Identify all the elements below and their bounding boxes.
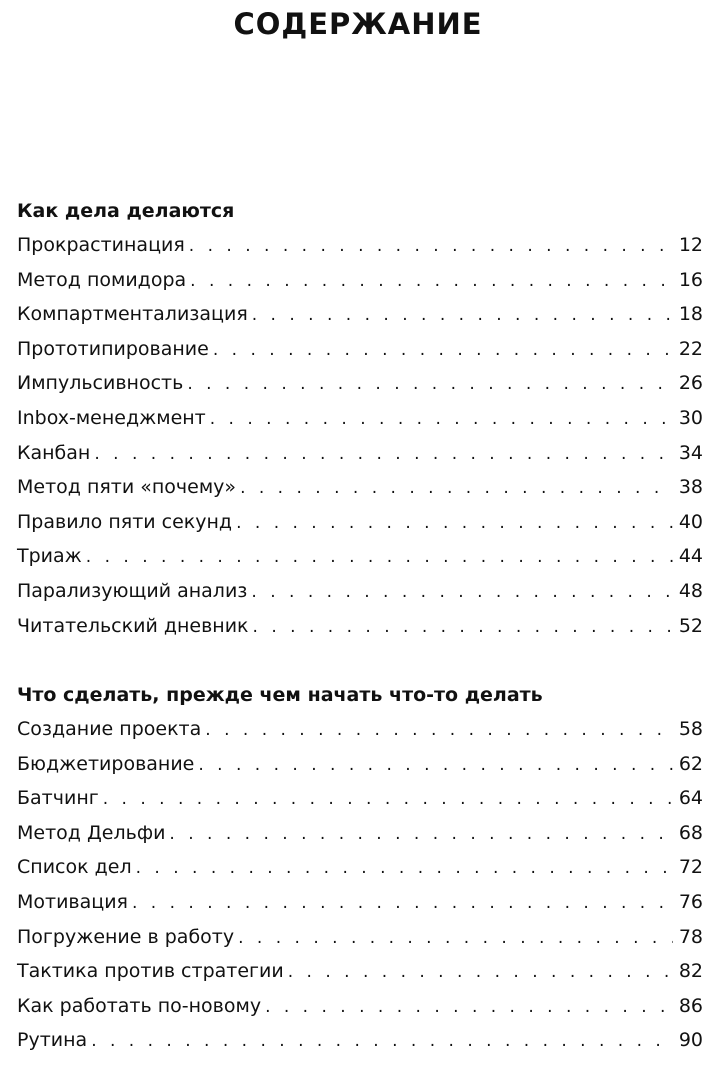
toc-entry-page-number: 30 (678, 406, 703, 429)
toc-entry-label: Погружение в работу (17, 925, 235, 948)
toc-entry-label: Рутина (17, 1029, 88, 1052)
dot-leader (205, 713, 673, 748)
dot-leader (169, 817, 673, 852)
dot-leader (238, 921, 673, 956)
dot-leader (251, 575, 673, 610)
dot-leader (136, 851, 673, 886)
toc-entry[interactable] (17, 470, 703, 505)
dot-leader (132, 886, 673, 921)
toc-entry[interactable] (17, 401, 703, 436)
dot-leader (86, 540, 673, 575)
toc-entry-label: Мотивация (17, 890, 128, 913)
toc-entry-label: Как работать по-новому (17, 994, 262, 1017)
toc-entry-page-number: 82 (678, 960, 703, 983)
toc-entry-page-number: 58 (678, 718, 703, 740)
toc-entry-page-number: 52 (678, 614, 703, 637)
toc-entry-page-number: 38 (678, 476, 703, 499)
dot-leader (94, 437, 673, 472)
toc-entry-label: Метод помидора (17, 268, 187, 291)
toc-entry-page-number: 62 (678, 752, 703, 775)
toc-entry-page-number: 22 (678, 337, 703, 360)
toc-entry-label: Список дел (17, 856, 132, 879)
toc-list (17, 228, 703, 643)
section-heading: Что сделать, прежде чем начать что-то делать (17, 684, 543, 706)
toc-section (17, 194, 703, 643)
toc-entry-page-number: 26 (678, 372, 703, 395)
toc-entry[interactable] (17, 436, 703, 471)
toc-entry-page-number: 76 (678, 890, 703, 913)
dot-leader (252, 298, 673, 333)
dot-leader (265, 990, 673, 1025)
toc-entry-label: Компартментализация (17, 303, 248, 326)
toc-entry-page-number: 78 (678, 925, 703, 948)
dot-leader (190, 264, 673, 299)
toc-list (17, 712, 703, 1058)
toc-entry[interactable] (17, 263, 703, 298)
toc-entry-page-number: 34 (678, 441, 703, 464)
toc-section (17, 678, 703, 1058)
toc-entry-label: Метод Дельфи (17, 821, 166, 844)
dot-leader (91, 1024, 673, 1059)
toc-entry[interactable] (17, 920, 703, 955)
toc-entry-label: Inbox-менеджмент (17, 406, 206, 429)
toc-entry[interactable] (17, 574, 703, 609)
toc-entry-page-number: 90 (678, 1029, 703, 1052)
toc-entry[interactable] (17, 609, 703, 644)
toc-entry-label: Бюджетирование (17, 752, 195, 775)
dot-leader (253, 610, 673, 645)
dot-leader (236, 506, 673, 541)
toc-entry-page-number: 68 (678, 821, 703, 844)
toc-entry-page-number: 18 (678, 303, 703, 326)
toc-entry-label: Триаж (17, 545, 82, 568)
dot-leader (288, 955, 673, 990)
section-heading: Как дела делаются (17, 200, 235, 222)
toc-entry-label: Парализующий анализ (17, 579, 248, 602)
toc-entry[interactable] (17, 954, 703, 989)
dot-leader (187, 367, 673, 402)
toc-entry-page-number: 40 (678, 510, 703, 533)
dot-leader (213, 333, 673, 368)
dot-leader (240, 471, 673, 506)
toc-entry[interactable] (17, 1023, 703, 1058)
toc-entry-label: Прототипирование (17, 337, 209, 360)
toc-entry-page-number: 48 (678, 579, 703, 602)
toc-entry-label: Импульсивность (17, 372, 184, 395)
toc-entry[interactable] (17, 539, 703, 574)
toc-entry[interactable] (17, 366, 703, 401)
toc-entry[interactable] (17, 989, 703, 1024)
page-title: СОДЕРЖАНИЕ (233, 7, 483, 41)
toc-entry[interactable] (17, 747, 703, 782)
toc-entry[interactable] (17, 816, 703, 851)
toc-entry[interactable] (17, 228, 703, 263)
toc-entry-page-number: 72 (678, 856, 703, 879)
toc-entry-page-number: 16 (678, 268, 703, 291)
dot-leader (103, 782, 673, 817)
toc-entry[interactable] (17, 505, 703, 540)
toc-entry-label: Читательский дневник (17, 614, 249, 637)
toc-entry-page-number: 44 (678, 545, 703, 568)
toc-entry[interactable] (17, 712, 703, 747)
toc-entry-label: Тактика против стратегии (17, 960, 284, 983)
toc-entry[interactable] (17, 781, 703, 816)
toc-entry[interactable] (17, 850, 703, 885)
toc-entry-page-number: 64 (678, 787, 703, 810)
dot-leader (198, 748, 673, 783)
toc-entry-page-number: 12 (678, 234, 703, 256)
dot-leader (189, 229, 673, 264)
toc-entry[interactable] (17, 297, 703, 332)
toc-entry-label: Метод пяти «почему» (17, 476, 237, 499)
toc-entry[interactable] (17, 332, 703, 367)
toc-entry-label: Канбан (17, 441, 91, 464)
toc-entry-label: Правило пяти секунд (17, 510, 233, 533)
toc-entry[interactable] (17, 885, 703, 920)
dot-leader (210, 402, 673, 437)
toc-entry-label: Батчинг (17, 787, 99, 810)
toc-entry-label: Создание проекта (17, 718, 202, 740)
toc-entry-label: Прокрастинация (17, 234, 185, 256)
toc-entry-page-number: 86 (678, 994, 703, 1017)
